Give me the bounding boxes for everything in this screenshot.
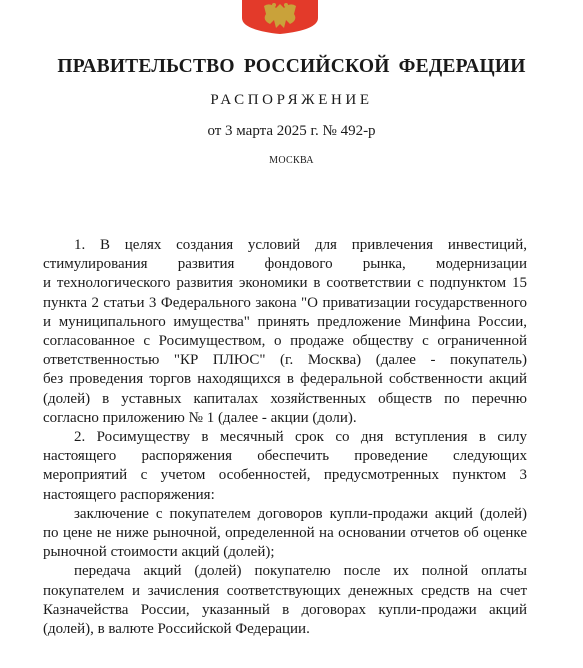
text-line: 1. В целях создания условий для привлечения инвестиций, <box>74 237 527 253</box>
text-line: по цене не ниже рыночной, определенной на основании отчетов об оценке <box>43 525 527 542</box>
document-city: МОСКВА <box>269 155 314 166</box>
text-line: передача акций (долей) покупателю после их полной оплаты <box>74 563 527 580</box>
text-line: Казначейства России, указанный в договорах купли-продажи акций <box>43 601 527 618</box>
text-line: заключение с покупателем договоров купли-продажи акций (долей) <box>74 505 527 522</box>
coat-of-arms-icon <box>236 0 324 34</box>
text-line: рыночной стоимости акций (долей); <box>43 544 275 561</box>
text-line: и муниципального имущества" принять предложение Минфина России, <box>43 313 527 330</box>
text-line: мероприятий с учетом особенностей, предусмотренных пунктом 3 <box>43 467 527 484</box>
text-line: ответственностью "КР ПЛЮС" (г. Москва) (далее - покупатель) <box>43 352 527 369</box>
text-line: пункта 2 статьи 3 Федерального закона "О приватизации государственного <box>43 294 527 311</box>
document-date-number: от 3 марта 2025 г. № 492-р <box>207 123 376 139</box>
text-line: и технологического развития экономики в соответствии с подпунктом 15 <box>43 275 527 292</box>
paragraph-1 <box>43 236 527 428</box>
text-line: покупателем и зачисления соответствующих денежных средств на счет <box>43 582 527 599</box>
document-body <box>43 236 527 639</box>
paragraph-3 <box>43 505 527 563</box>
text-line: настоящего распоряжения: <box>43 486 215 503</box>
text-line: (долей) в уставных капиталах хозяйственных обществ по перечню <box>43 390 527 407</box>
paragraph-2 <box>43 428 527 505</box>
text-line: (долей), в валюте Российской Федерации. <box>43 621 310 638</box>
text-line: без проведения торгов находящихся в федеральной собственности акций <box>43 371 527 388</box>
paragraph-4 <box>43 562 527 639</box>
text-line: настоящего распоряжения обеспечить проведение следующих <box>43 448 527 465</box>
text-line: 2. Росимуществу в месячный срок со дня вступления в силу <box>74 429 527 446</box>
text-line: стимулирования развития фондового рынка, модернизации <box>43 256 527 273</box>
government-title: ПРАВИТЕЛЬСТВО РОССИЙСКОЙ ФЕДЕРАЦИИ <box>57 56 526 77</box>
document-type: РАСПОРЯЖЕНИЕ <box>210 92 373 108</box>
text-line: согласованное с Росимуществом, о продаже обществу с ограниченной <box>43 333 527 350</box>
text-line: согласно приложению № 1 (далее - акции (доли). <box>43 409 357 426</box>
